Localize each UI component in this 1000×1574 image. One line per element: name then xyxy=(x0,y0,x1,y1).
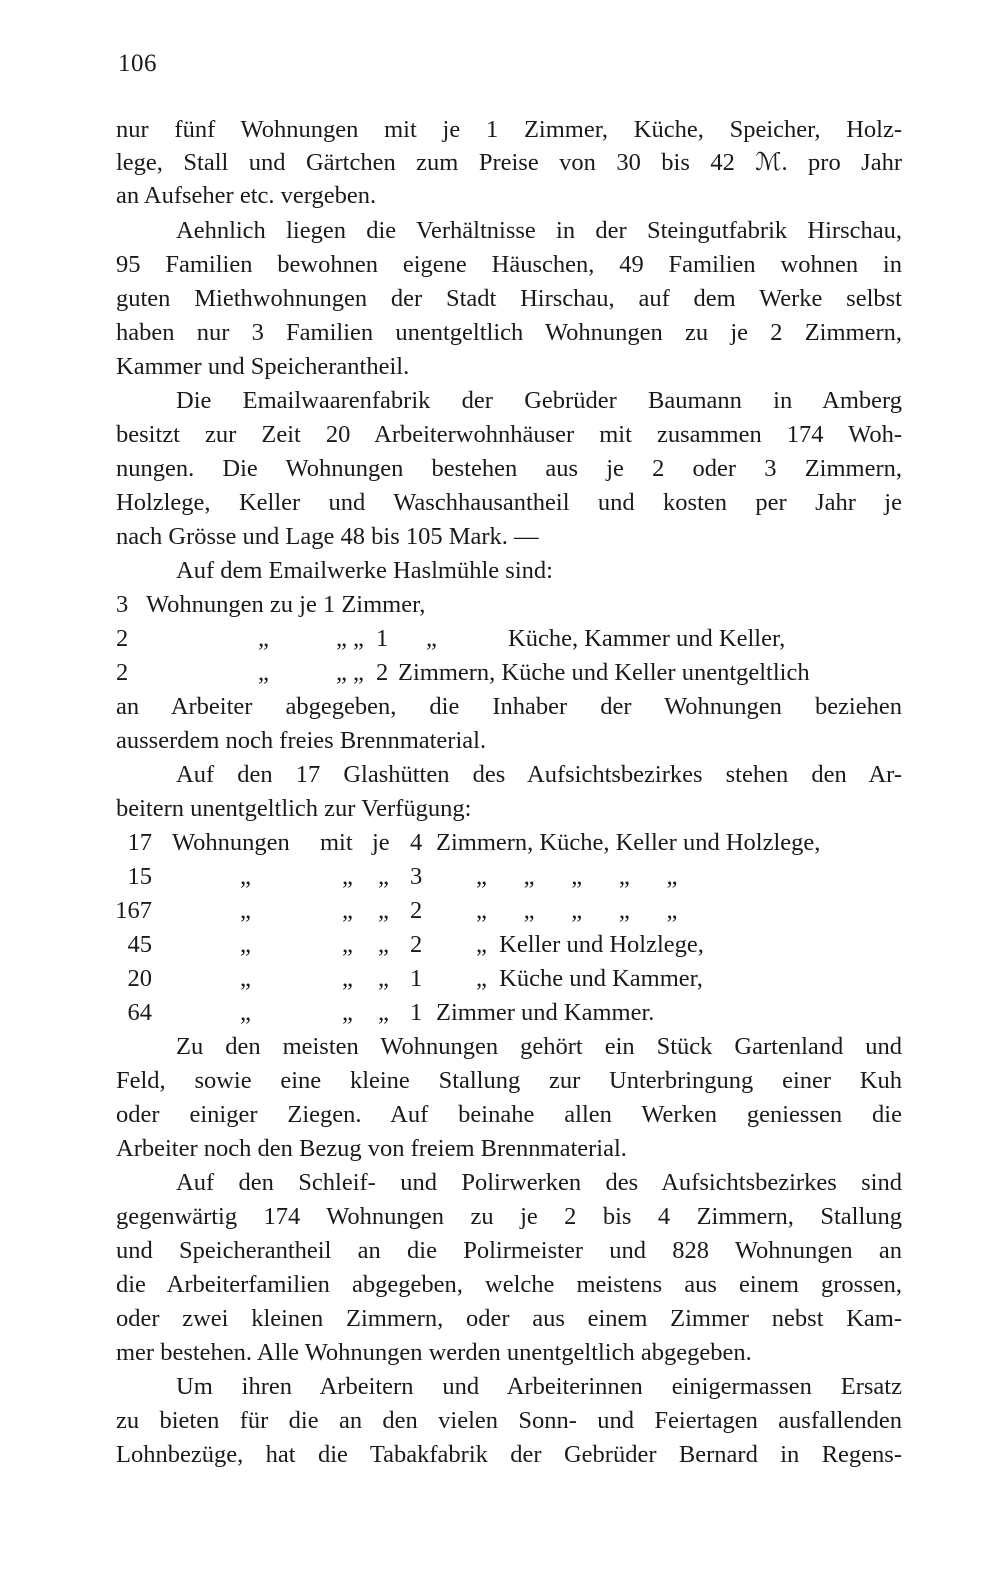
text-line: oder zwei kleinen Zimmern, oder aus einem Zimmer nebst Kam- xyxy=(116,1305,902,1332)
text-line: Holzlege, Keller und Waschhausantheil und kosten per Jahr je xyxy=(116,489,902,516)
ditto-mark: „ xyxy=(240,863,251,890)
text-line: Um ihren Arbeitern und Arbeiterinnen einigermassen Ersatz xyxy=(176,1373,902,1400)
list-text: Zimmern, Küche und Keller unentgeltlich xyxy=(398,659,810,686)
list-count: 64 xyxy=(127,999,152,1026)
ditto-mark: „ „ „ „ „ xyxy=(476,897,678,924)
list-item xyxy=(0,860,1000,893)
text-line: an Aufseher etc. vergeben. xyxy=(116,182,377,209)
ditto-mark: „ xyxy=(258,625,269,652)
ditto-mark: „ xyxy=(240,999,251,1026)
list-number: 2 xyxy=(376,659,389,686)
text-line: zu bieten für die an den vielen Sonn- und Feiertagen ausfallenden xyxy=(116,1407,902,1434)
ditto-mark: „ xyxy=(342,931,353,958)
list-text: Küche, Kammer und Keller, xyxy=(508,625,786,652)
list-count: 3 xyxy=(116,591,129,618)
ditto-mark: „ xyxy=(342,965,353,992)
ditto-mark: „ xyxy=(240,931,251,958)
list-text: mit xyxy=(320,829,353,856)
list-item xyxy=(0,996,1000,1029)
list-text: Wohnungen zu je 1 Zimmer, xyxy=(146,591,426,618)
text-line: nach Grösse und Lage 48 bis 105 Mark. — xyxy=(116,523,539,550)
list-item xyxy=(0,928,1000,961)
ditto-mark: „ xyxy=(342,999,353,1026)
list-count: 167 xyxy=(115,897,152,924)
text-line: ausserdem noch freies Brennmaterial. xyxy=(116,727,487,754)
list-text: Wohnungen xyxy=(172,829,290,856)
text-line: besitzt zur Zeit 20 Arbeiterwohnhäuser mit zusammen 174 Woh- xyxy=(116,421,902,448)
text-line: nungen. Die Wohnungen bestehen aus je 2 oder 3 Zimmern, xyxy=(116,455,902,482)
text-line: an Arbeiter abgegeben, die Inhaber der Wohnungen beziehen xyxy=(116,693,902,720)
list-count: 45 xyxy=(127,931,152,958)
list-item xyxy=(0,622,1000,655)
page-number: 106 xyxy=(118,50,157,77)
list-count: 17 xyxy=(127,829,152,856)
list-item xyxy=(0,588,1000,621)
ditto-mark: „ xyxy=(426,625,437,652)
text-line: Die Emailwaarenfabrik der Gebrüder Baumann in Amberg xyxy=(176,387,902,414)
list-item xyxy=(0,894,1000,927)
text-line: oder einiger Ziegen. Auf beinahe allen Werken geniessen die xyxy=(116,1101,902,1128)
list-number: 1 xyxy=(376,625,389,652)
list-item xyxy=(0,826,1000,859)
text-line: mer bestehen. Alle Wohnungen werden unentgeltlich abgegeben. xyxy=(116,1339,752,1366)
list-count: 15 xyxy=(127,863,152,890)
list-number: 2 xyxy=(410,931,423,958)
text-line: gegenwärtig 174 Wohnungen zu je 2 bis 4 Zimmern, Stallung xyxy=(116,1203,902,1230)
text-line: und Speicherantheil an die Polirmeister und 828 Wohnungen an xyxy=(116,1237,902,1264)
list-number: 1 xyxy=(410,965,423,992)
text-line: Zu den meisten Wohnungen gehört ein Stück Gartenland und xyxy=(176,1033,902,1060)
ditto-mark: „ xyxy=(258,659,269,686)
list-text: „ Keller und Holzlege, xyxy=(476,931,704,958)
text-line: Auf den 17 Glashütten des Aufsichtsbezirkes stehen den Ar- xyxy=(176,761,902,788)
list-number: 2 xyxy=(410,897,423,924)
ditto-mark: „ xyxy=(378,931,389,958)
ditto-mark: „ xyxy=(378,863,389,890)
list-count: 2 xyxy=(116,625,129,652)
text-line: Lohnbezüge, hat die Tabakfabrik der Gebrüder Bernard in Regens- xyxy=(116,1441,902,1468)
text-line: Aehnlich liegen die Verhältnisse in der Steingutfabrik Hirschau, xyxy=(176,217,902,244)
list-text: „ Küche und Kammer, xyxy=(476,965,703,992)
list-item xyxy=(0,656,1000,689)
ditto-mark: „ „ xyxy=(336,659,364,686)
text-line: guten Miethwohnungen der Stadt Hirschau, auf dem Werke selbst xyxy=(116,285,902,312)
ditto-mark: „ xyxy=(378,965,389,992)
text-line: Auf dem Emailwerke Haslmühle sind: xyxy=(176,557,553,584)
text-line: haben nur 3 Familien unentgeltlich Wohnungen zu je 2 Zimmern, xyxy=(116,319,902,346)
list-text: Zimmern, Küche, Keller und Holzlege, xyxy=(436,829,821,856)
ditto-mark: „ „ xyxy=(336,625,364,652)
list-count: 2 xyxy=(116,659,129,686)
text-line: beitern unentgeltlich zur Verfügung: xyxy=(116,795,472,822)
list-text: Zimmer und Kammer. xyxy=(436,999,655,1026)
list-item xyxy=(0,962,1000,995)
list-number: 3 xyxy=(410,863,423,890)
text-line: nur fünf Wohnungen mit je 1 Zimmer, Küche, Speicher, Holz- xyxy=(116,116,902,143)
text-line: 95 Familien bewohnen eigene Häuschen, 49 Familien wohnen in xyxy=(116,251,902,278)
list-count: 20 xyxy=(127,965,152,992)
text-line: Feld, sowie eine kleine Stallung zur Unterbringung einer Kuh xyxy=(116,1067,902,1094)
ditto-mark: „ xyxy=(240,897,251,924)
ditto-mark: „ xyxy=(240,965,251,992)
text-line: die Arbeiterfamilien abgegeben, welche meistens aus einem grossen, xyxy=(116,1271,902,1298)
list-text: je xyxy=(372,829,390,856)
ditto-mark: „ xyxy=(342,897,353,924)
text-line: lege, Stall und Gärtchen zum Preise von 30 bis 42 ℳ. pro Jahr xyxy=(116,149,902,176)
list-number: 1 xyxy=(410,999,423,1026)
ditto-mark: „ xyxy=(342,863,353,890)
ditto-mark: „ „ „ „ „ xyxy=(476,863,678,890)
list-number: 4 xyxy=(410,829,423,856)
text-line: Auf den Schleif- und Polirwerken des Aufsichtsbezirkes sind xyxy=(176,1169,902,1196)
ditto-mark: „ xyxy=(378,999,389,1026)
ditto-mark: „ xyxy=(378,897,389,924)
text-line: Arbeiter noch den Bezug von freiem Brennmaterial. xyxy=(116,1135,627,1162)
text-line: Kammer und Speicherantheil. xyxy=(116,353,410,380)
